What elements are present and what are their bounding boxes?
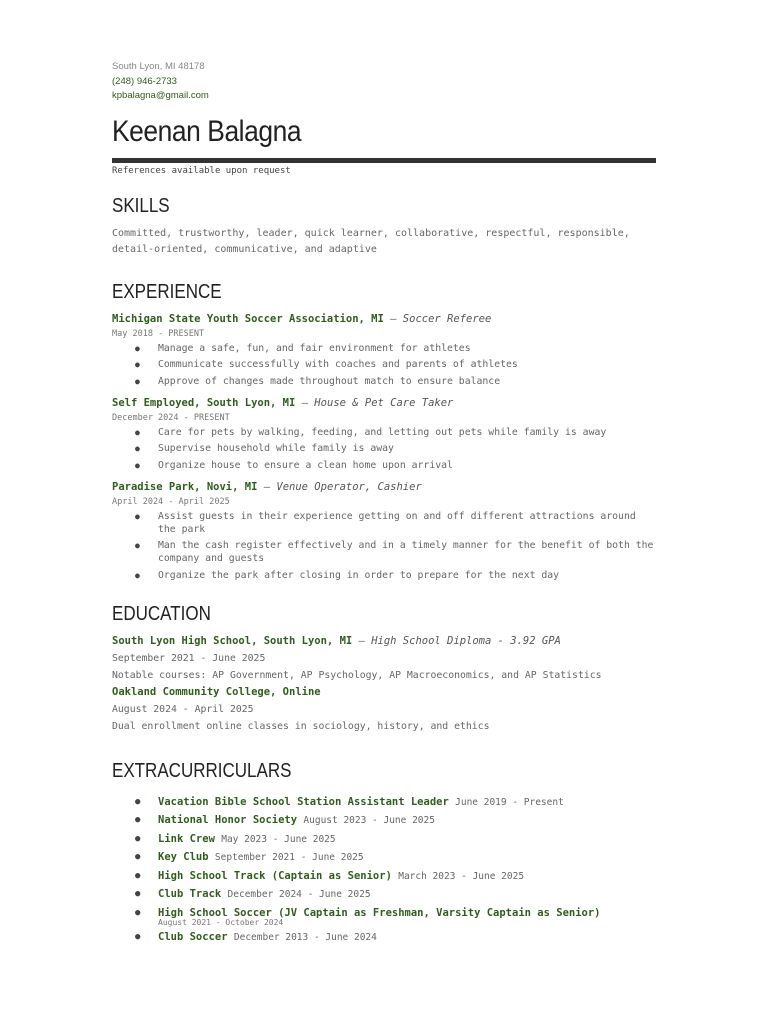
- activity-name: Link Crew: [158, 832, 215, 845]
- job-entry: [112, 396, 656, 472]
- list-item: ● Organize house to ensure a clean home upon arrival: [158, 459, 656, 472]
- resume-page: [112, 60, 656, 949]
- school-name: South Lyon High School, South Lyon, MI: [112, 634, 353, 647]
- school-degree: High School Diploma - 3.92 GPA: [371, 634, 561, 647]
- job-entry: [112, 480, 656, 582]
- job-dates: April 2024 - April 2025: [112, 496, 230, 507]
- list-item: [158, 869, 656, 884]
- contact-phone: (248) 946-2733: [112, 75, 177, 87]
- activity-name: Club Track: [158, 888, 222, 900]
- job-entry: [112, 312, 656, 388]
- candidate-name: Keenan Balagna: [112, 114, 302, 148]
- school-dates: August 2024 - April 2025: [112, 703, 254, 715]
- skills-heading: SKILLS: [112, 194, 170, 217]
- job-header: Michigan State Youth Soccer Association, MI — Soccer Referee: [112, 312, 492, 325]
- list-item: [158, 795, 656, 810]
- job-bullets: [112, 510, 656, 582]
- list-item: [158, 887, 656, 902]
- job-bullets: [112, 342, 656, 388]
- activity-dates: March 2023 - June 2025: [398, 870, 525, 882]
- job-header: Self Employed, South Lyon, MI — House & Pet Care Taker: [112, 396, 454, 409]
- job-header: Paradise Park, Novi, MI — Venue Operator, Cashier: [112, 480, 422, 493]
- activity-name: High School Track (Captain as Senior): [158, 869, 392, 882]
- job-role: Soccer Referee: [402, 312, 492, 325]
- job-org: Self Employed, South Lyon, MI: [112, 396, 296, 409]
- list-item: ● Approve of changes made throughout match to ensure balance: [158, 375, 656, 388]
- job-role: Venue Operator, Cashier: [276, 480, 422, 493]
- school-note: Notable courses: AP Government, AP Psychology, AP Macroeconomics, and AP Statistics: [112, 669, 602, 681]
- school-dates: September 2021 - June 2025: [112, 652, 266, 664]
- list-item: ● Care for pets by walking, feeding, and letting out pets while family is away: [158, 426, 656, 439]
- activity-dates: August 2021 - October 2024: [158, 917, 284, 927]
- experience-heading: EXPERIENCE: [112, 280, 222, 303]
- list-item: [158, 906, 656, 927]
- job-bullets: [112, 426, 656, 472]
- education-header: South Lyon High School, South Lyon, MI — High School Diploma - 3.92 GPA: [112, 634, 561, 647]
- contact-email: kpbalagna@gmail.com: [112, 90, 209, 101]
- activity-dates: May 2023 - June 2025: [221, 833, 336, 845]
- activity-name: Club Soccer: [158, 931, 228, 943]
- job-dates: December 2024 - PRESENT: [112, 412, 230, 423]
- extracurriculars-list: [112, 795, 656, 946]
- job-org: Michigan State Youth Soccer Association, MI: [112, 312, 384, 325]
- education-entry: [112, 633, 656, 684]
- education-entry: [112, 684, 656, 735]
- activity-name: National Honor Society: [158, 814, 298, 826]
- job-role: House & Pet Care Taker: [314, 396, 454, 409]
- activity-name: Key Club: [158, 851, 209, 863]
- activity-dates: December 2013 - June 2024: [233, 932, 377, 943]
- skills-text: Committed, trustworthy, leader, quick learner, collaborative, respectful, responsible, detail-oriented, communicative, and adaptive: [112, 227, 630, 255]
- list-item: ● Assist guests in their experience getting on and off different attractions around the park: [158, 510, 656, 536]
- activity-dates: December 2024 - June 2025: [227, 889, 371, 900]
- list-item: [158, 832, 656, 847]
- list-item: ● Communicate successfully with coaches and parents of athletes: [158, 358, 656, 371]
- activity-name: High School Soccer (JV Captain as Freshman, Varsity Captain as Senior): [158, 906, 601, 919]
- list-item: ● Organize the park after closing in order to prepare for the next day: [158, 569, 656, 582]
- extracurriculars-heading: EXTRACURRICULARS: [112, 759, 292, 782]
- job-org: Paradise Park, Novi, MI: [112, 480, 258, 493]
- education-header: [112, 684, 656, 701]
- contact-block: [112, 60, 656, 104]
- activity-dates: August 2023 - June 2025: [303, 815, 435, 826]
- references-note: References available upon request: [112, 165, 291, 176]
- list-item: [158, 850, 656, 865]
- list-item: ● Man the cash register effectively and in a timely manner for the benefit of both the company and guests: [158, 539, 656, 565]
- list-item: [158, 930, 656, 945]
- job-dates: May 2018 - PRESENT: [112, 328, 205, 339]
- activity-name: Vacation Bible School Station Assistant Leader: [158, 795, 449, 808]
- list-item: ● Manage a safe, fun, and fair environment for athletes: [158, 342, 656, 355]
- list-item: ● Supervise household while family is away: [158, 442, 656, 455]
- contact-address: South Lyon, MI 48178: [112, 61, 205, 72]
- activity-dates: September 2021 - June 2025: [214, 852, 364, 863]
- school-name: Oakland Community College, Online: [112, 685, 321, 698]
- activity-dates: June 2019 - Present: [455, 796, 564, 808]
- list-item: [158, 813, 656, 828]
- education-heading: EDUCATION: [112, 602, 211, 625]
- school-note: Dual enrollment online classes in sociology, history, and ethics: [112, 720, 490, 732]
- header-divider: [112, 158, 656, 163]
